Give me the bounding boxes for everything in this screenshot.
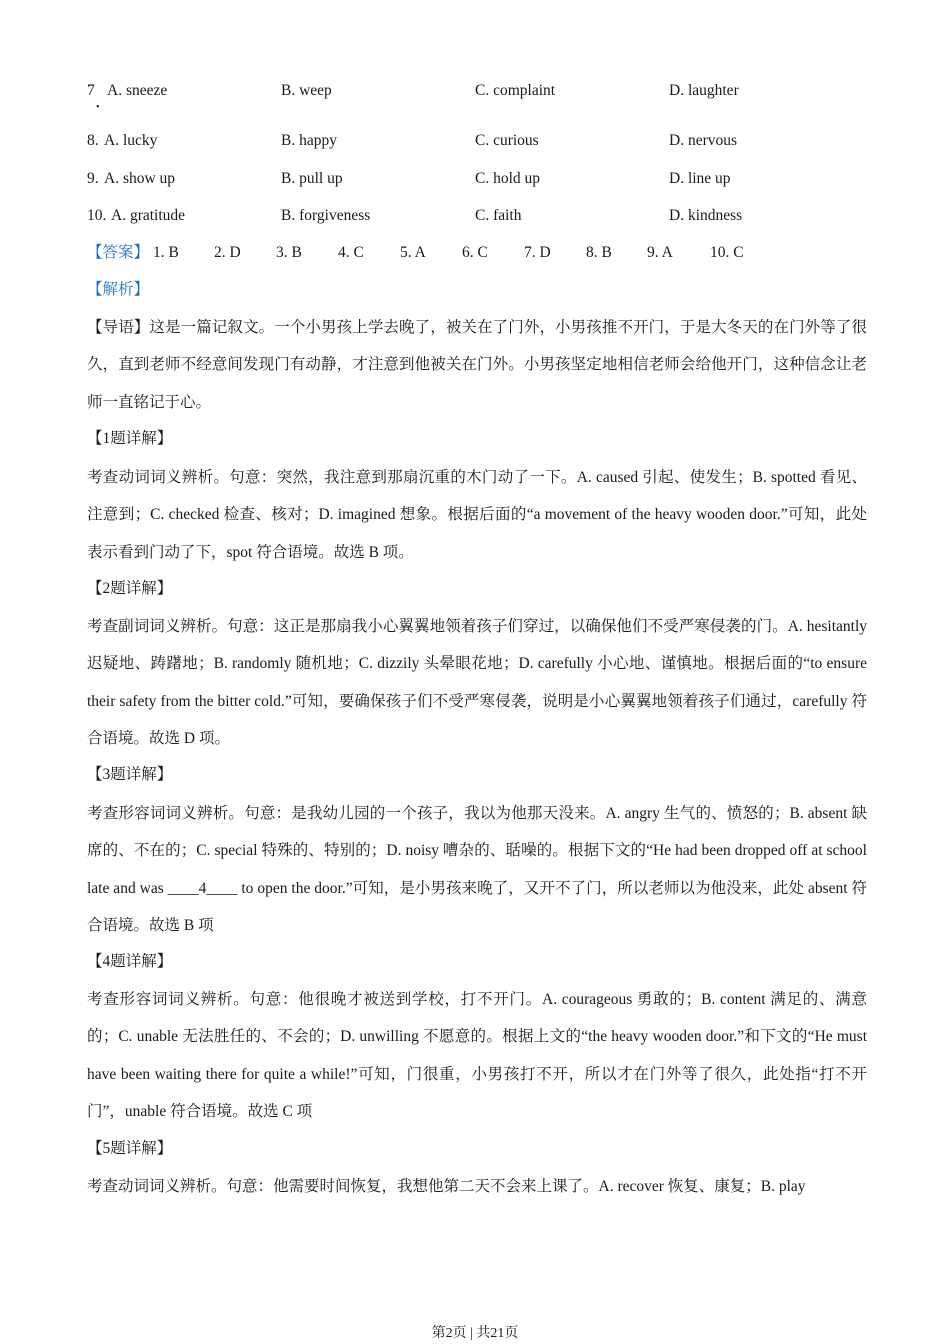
detail-1-text: 考查动词词义辨析。句意：突然，我注意到那扇沉重的木门动了一下。A. caused 引起、使发生；B. spotted 看见、注意到；C. checked 检查、核对；D. imagined 想象。根据后面的“a movement of the heavy wooden door.”可知，此处表示看到门动了下，spot 符合语境。故选 B 项。 — [87, 469, 867, 561]
question-number: 9. — [87, 170, 99, 187]
answer-item: 8. B — [586, 244, 612, 261]
detail-2-text: 考查副词词义辨析。句意：这正是那扇我小心翼翼地领着孩子们穿过，以确保他们不受严寒侵袭的门。A. hesitantly 迟疑地、踌躇地；B. randomly 随机地；C. dizzily 头晕眼花地；D. carefully 小心地、谨慎地。根据后面的“to ensure their safety from the bitter cold.”可知，要确保孩子们不受严寒侵袭，说明是小心翼翼地领着孩子们通过，carefully 符合语境。故选 D 项。 — [87, 618, 867, 747]
answer-item: 2. D — [214, 244, 241, 261]
answer-item: 3. B — [276, 244, 302, 261]
answer-item: 9. A — [647, 244, 673, 261]
answer-item: 1. B — [153, 244, 179, 261]
option-a: A. show up — [104, 170, 176, 187]
detail-3-text: 考查形容词词义辨析。句意：是我幼儿园的一个孩子，我以为他那天没来。A. angry 生气的、愤怒的；B. absent 缺席的、不在的；C. special 特殊的、特别的；D. noisy 嘈杂的、聒噪的。根据下文的“He had been dropped off at school late and was ____4____ to open the door.”可知，是小男孩来晚了，又开不了门，所以老师以为他没来，此处 absent 符合语境。故选 B 项 — [87, 805, 867, 934]
question-row-9 — [0, 168, 950, 190]
option-d: D. laughter — [669, 82, 739, 99]
question-row-10 — [0, 205, 950, 227]
page-footer: 第2页 | 共21页 — [431, 1326, 519, 1341]
detail-4-title: 【4题详解】 — [87, 953, 173, 970]
option-b: B. pull up — [281, 170, 343, 187]
option-b: B. weep — [281, 82, 332, 99]
answer-item: 7. D — [524, 244, 551, 261]
option-a: A. lucky — [104, 132, 158, 149]
option-c: C. hold up — [475, 170, 541, 187]
detail-1-title: 【1题详解】 — [87, 430, 173, 447]
answer-item: 10. C — [710, 244, 744, 261]
detail-5-text: 考查动词词义辨析。句意：他需要时间恢复，我想他第二天不会来上课了。A. recover 恢复、康复；B. play — [87, 1178, 806, 1195]
option-c: C. faith — [475, 207, 522, 224]
option-c: C. complaint — [475, 82, 556, 99]
answer-item: 6. C — [462, 244, 488, 261]
question-row-7 — [0, 80, 950, 102]
option-c: C. curious — [475, 132, 539, 149]
question-number: 8. — [87, 132, 99, 149]
option-d: D. nervous — [669, 132, 738, 149]
detail-3-title: 【3题详解】 — [87, 766, 173, 783]
stray-dot: • — [96, 102, 100, 113]
option-d: D. kindness — [669, 207, 743, 224]
answer-item: 4. C — [338, 244, 364, 261]
question-number: 10. — [87, 207, 107, 224]
detail-5-title: 【5题详解】 — [87, 1140, 173, 1157]
answer-item: 5. A — [400, 244, 426, 261]
option-a: A. sneeze — [107, 82, 168, 99]
detail-2-title: 【2题详解】 — [87, 580, 173, 597]
answer-label: 【答案】 — [87, 244, 150, 261]
detail-4-text: 考查形容词词义辨析。句意：他很晚才被送到学校，打不开门。A. courageous 勇敢的；B. content 满足的、满意的；C. unable 无法胜任的、不会的；D. unwilling 不愿意的。根据上文的“the heavy wooden door.”和下文的“He must have been waiting there for quite a while!”可知，门很重，小男孩打不开，所以才在门外等了很久，此处指“打不开门”，unable 符合语境。故选 C 项 — [87, 991, 867, 1120]
question-row-8 — [0, 130, 950, 152]
intro-paragraph: 【导语】这是一篇记叙文。一个小男孩上学去晚了，被关在了门外，小男孩推不开门，于是大冬天的在门外等了很久，直到老师不经意间发现门有动静，才注意到他被关在门外。小男孩坚定地相信老师会给他开门，这种信念让老师一直铭记于心。 — [87, 319, 867, 411]
option-b: B. forgiveness — [281, 207, 371, 224]
answer-key — [87, 242, 744, 264]
analysis-label: 【解析】 — [87, 281, 150, 298]
option-b: B. happy — [281, 132, 337, 149]
option-a: A. gratitude — [111, 207, 186, 224]
option-d: D. line up — [669, 170, 731, 187]
question-number: 7 — [87, 82, 95, 99]
